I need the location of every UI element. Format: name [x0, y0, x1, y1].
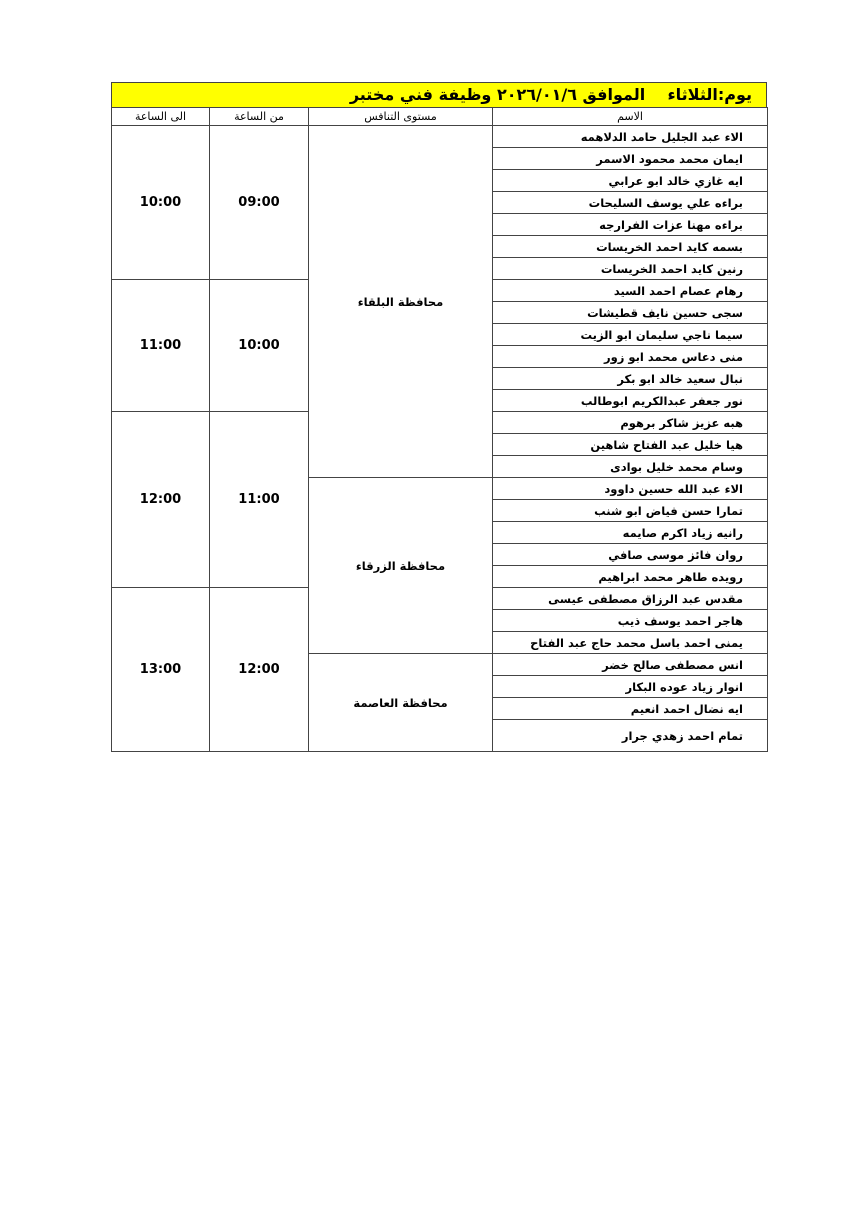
- candidate-name: براءه مهنا عزات الفرارجه: [493, 214, 768, 236]
- candidate-name: ايمان محمد محمود الاسمر: [493, 148, 768, 170]
- session-2-from: 10:00: [210, 280, 309, 412]
- header-from-time: من الساعة: [210, 108, 309, 126]
- candidate-name: ايه نضال احمد انعيم: [493, 698, 768, 720]
- session-2-to: 11:00: [112, 280, 210, 412]
- session-3-to: 12:00: [112, 412, 210, 588]
- schedule-sheet: [111, 82, 767, 752]
- candidate-name: بسمه كايد احمد الخريسات: [493, 236, 768, 258]
- session-1-from: 09:00: [210, 126, 309, 280]
- candidate-name: رهام عصام احمد السيد: [493, 280, 768, 302]
- candidate-name: يمنى احمد باسل محمد حاج عبد الفتاح: [493, 632, 768, 654]
- session-3-from: 11:00: [210, 412, 309, 588]
- candidate-name: براءه علي يوسف السليحات: [493, 192, 768, 214]
- header-level: مستوى التنافس: [309, 108, 493, 126]
- candidate-name: تمارا حسن فياض ابو شنب: [493, 500, 768, 522]
- candidate-name: روان فائز موسى صافي: [493, 544, 768, 566]
- level-balqa: محافظة البلقاء: [309, 126, 493, 478]
- candidate-name: هيا خليل عبد الفتاح شاهين: [493, 434, 768, 456]
- level-capital: محافظة العاصمة: [309, 654, 493, 752]
- candidate-name: الاء عبد الجليل حامد الدلاهمه: [493, 126, 768, 148]
- candidate-name: مقدس عبد الرزاق مصطفى عيسى: [493, 588, 768, 610]
- session-1-to: 10:00: [112, 126, 210, 280]
- candidate-name: رانيه زياد اكرم صايمه: [493, 522, 768, 544]
- schedule-title: يوم:الثلاثاء الموافق ٢٠٢٦/٠١/٦ وظيفة فني مختبر: [111, 82, 767, 108]
- header-to-time: الى الساعة: [112, 108, 210, 126]
- candidate-name: ايه غازي خالد ابو عرابي: [493, 170, 768, 192]
- candidate-name: سيما ناجي سليمان ابو الزيت: [493, 324, 768, 346]
- header-row: [112, 108, 768, 126]
- candidate-name: انوار زياد عوده البكار: [493, 676, 768, 698]
- session-4-from: 12:00: [210, 588, 309, 752]
- candidate-name: وسام محمد خليل بوادى: [493, 456, 768, 478]
- level-zarqa: محافظة الزرقاء: [309, 478, 493, 654]
- candidate-name: رويده طاهر محمد ابراهيم: [493, 566, 768, 588]
- schedule-table: [111, 107, 768, 752]
- candidate-name: نبال سعيد خالد ابو بكر: [493, 368, 768, 390]
- candidate-name: سجى حسين نايف قطيشات: [493, 302, 768, 324]
- table-row: [112, 126, 768, 148]
- header-name: الاسم: [493, 108, 768, 126]
- session-4-to: 13:00: [112, 588, 210, 752]
- candidate-name: هبه عزيز شاكر برهوم: [493, 412, 768, 434]
- candidate-name: هاجر احمد يوسف ذيب: [493, 610, 768, 632]
- candidate-name: الاء عبد الله حسين داوود: [493, 478, 768, 500]
- candidate-name: تمام احمد زهدي جرار: [493, 720, 768, 752]
- candidate-name: منى دعاس محمد ابو زور: [493, 346, 768, 368]
- candidate-name: انس مصطفى صالح خضر: [493, 654, 768, 676]
- candidate-name: رنين كايد احمد الخريسات: [493, 258, 768, 280]
- candidate-name: نور جعفر عبدالكريم ابوطالب: [493, 390, 768, 412]
